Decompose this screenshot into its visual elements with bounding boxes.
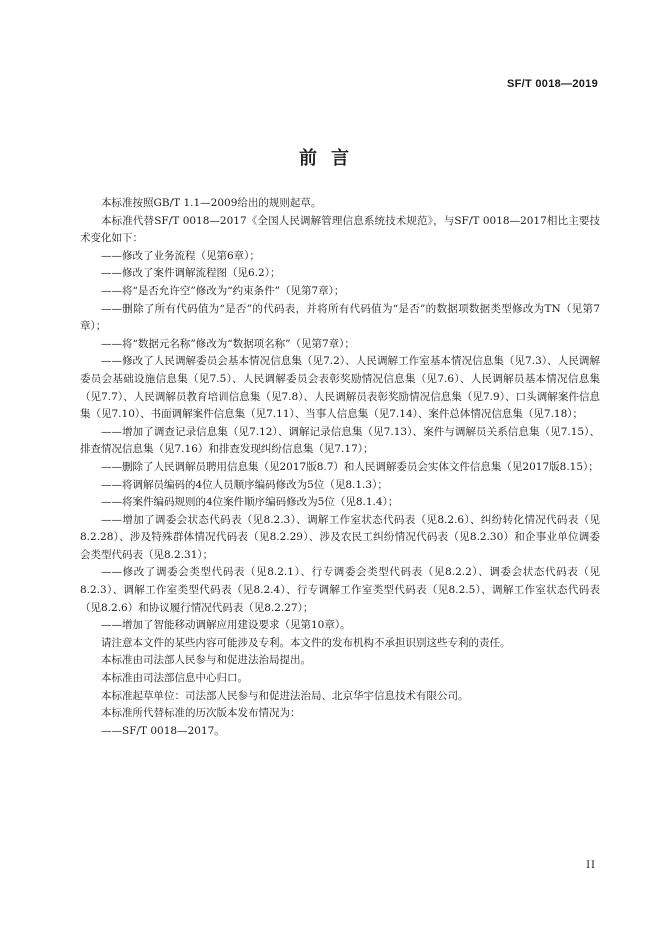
paragraph: 本标准所代替标准的历次版本发布情况为： (101, 707, 301, 720)
list-item: ——将调解员编码的4位人员顺序编码修改为5位（见8.1.3）； (101, 478, 388, 491)
list-item: ——增加了调查记录信息集（见7.12）、调解记录信息集（见7.13）、案件与调解员关系信息集（见7.15）、排查情况信息集（见7.16）和排查发现纠纷信息集（见7.17）； (80, 425, 600, 456)
list-item: ——删除了人民调解员聘用信息集（见2017版8.7）和人民调解委员会实体文件信息集（见2017版8.15）； (101, 460, 599, 473)
list-item: ——SF/T 0018—2017。 (101, 724, 225, 737)
paragraph: 请注意本文件的某些内容可能涉及专利。本文件的发布机构不承担识别这些专利的责任。 (101, 636, 511, 649)
paragraph: 本标准由司法部信息中心归口。 (101, 672, 248, 685)
paragraph: 本标准起草单位：司法部人民参与和促进法治局、北京华宇信息技术有限公司。 (101, 689, 469, 702)
page-title: 前言 (299, 148, 363, 169)
list-item: ——增加了调委会状态代码表（见8.2.3）、调解工作室状态代码表（见8.2.6）、纠纷转化情况代码表（见8.2.28）、涉及特殊群体情况代码表（见8.2.29）、涉及农民工纠纷情况代码表（见8.2.30）和企事业单位调委会类型代码表（见8.2.31）； (80, 513, 600, 561)
list-item: ——将“是否允许空”修改为“约束条件”（见第7章）； (101, 284, 345, 297)
list-item: ——修改了调委会类型代码表（见8.2.1）、行专调委会类型代码表（见8.2.2）、调委会状态代码表（见8.2.3）、调解工作室类型代码表（见8.2.4）、行专调解工作室类型代码表（见8.2.5）、调解工作室状态代码表（见8.2.6）和协议履行情况代码表（见8.2.27）； (80, 566, 600, 614)
list-item: ——修改了人民调解委员会基本情况信息集（见7.2）、人民调解工作室基本情况信息集（见7.3）、人民调解委员会基础设施信息集（见7.5）、人民调解委员会表彰奖励情况信息集（见7.6）、人民调解员基本情况信息集（见7.7）、人民调解员教育培训信息集（见7.8）、人民调解员表彰奖励情况信息集（见7.9）、口头调解案件信息集（见7.10）、书面调解案件信息集（见7.11）、当事人信息集（见7.14）、案件总体情况信息集（见7.18）； (80, 355, 600, 421)
paragraph: 本标准按照GB/T 1.1—2009给出的规则起草。 (101, 197, 322, 209)
paragraph: 本标准由司法部人民参与和促进法治局提出。 (101, 654, 311, 667)
paragraph: 本标准代替SF/T 0018—2017《全国人民调解管理信息系统技术规范》，与SF/T 0018—2017相比主要技术变化如下： (80, 214, 600, 245)
list-item: ——修改了案件调解流程图（见6.2）； (101, 267, 281, 280)
list-item: ——增加了智能移动调解应用建设要求（见第10章）。 (101, 619, 351, 632)
list-item: ——修改了业务流程（见第6章）； (101, 249, 260, 262)
list-item: ——将案件编码规则的4位案件顺序编码修改为5位（见8.1.4）； (101, 496, 399, 509)
list-item: ——将“数据元名称”修改为“数据项名称”（见第7章）； (101, 337, 355, 350)
list-item: ——删除了所有代码值为“是否”的代码表，并将所有代码值为“是否”的数据项数据类型修改为TN（见第7章）； (80, 302, 600, 333)
page-number: II (586, 860, 596, 871)
foreword-body (80, 195, 600, 740)
standard-code: SF/T 0018—2019 (506, 78, 598, 90)
